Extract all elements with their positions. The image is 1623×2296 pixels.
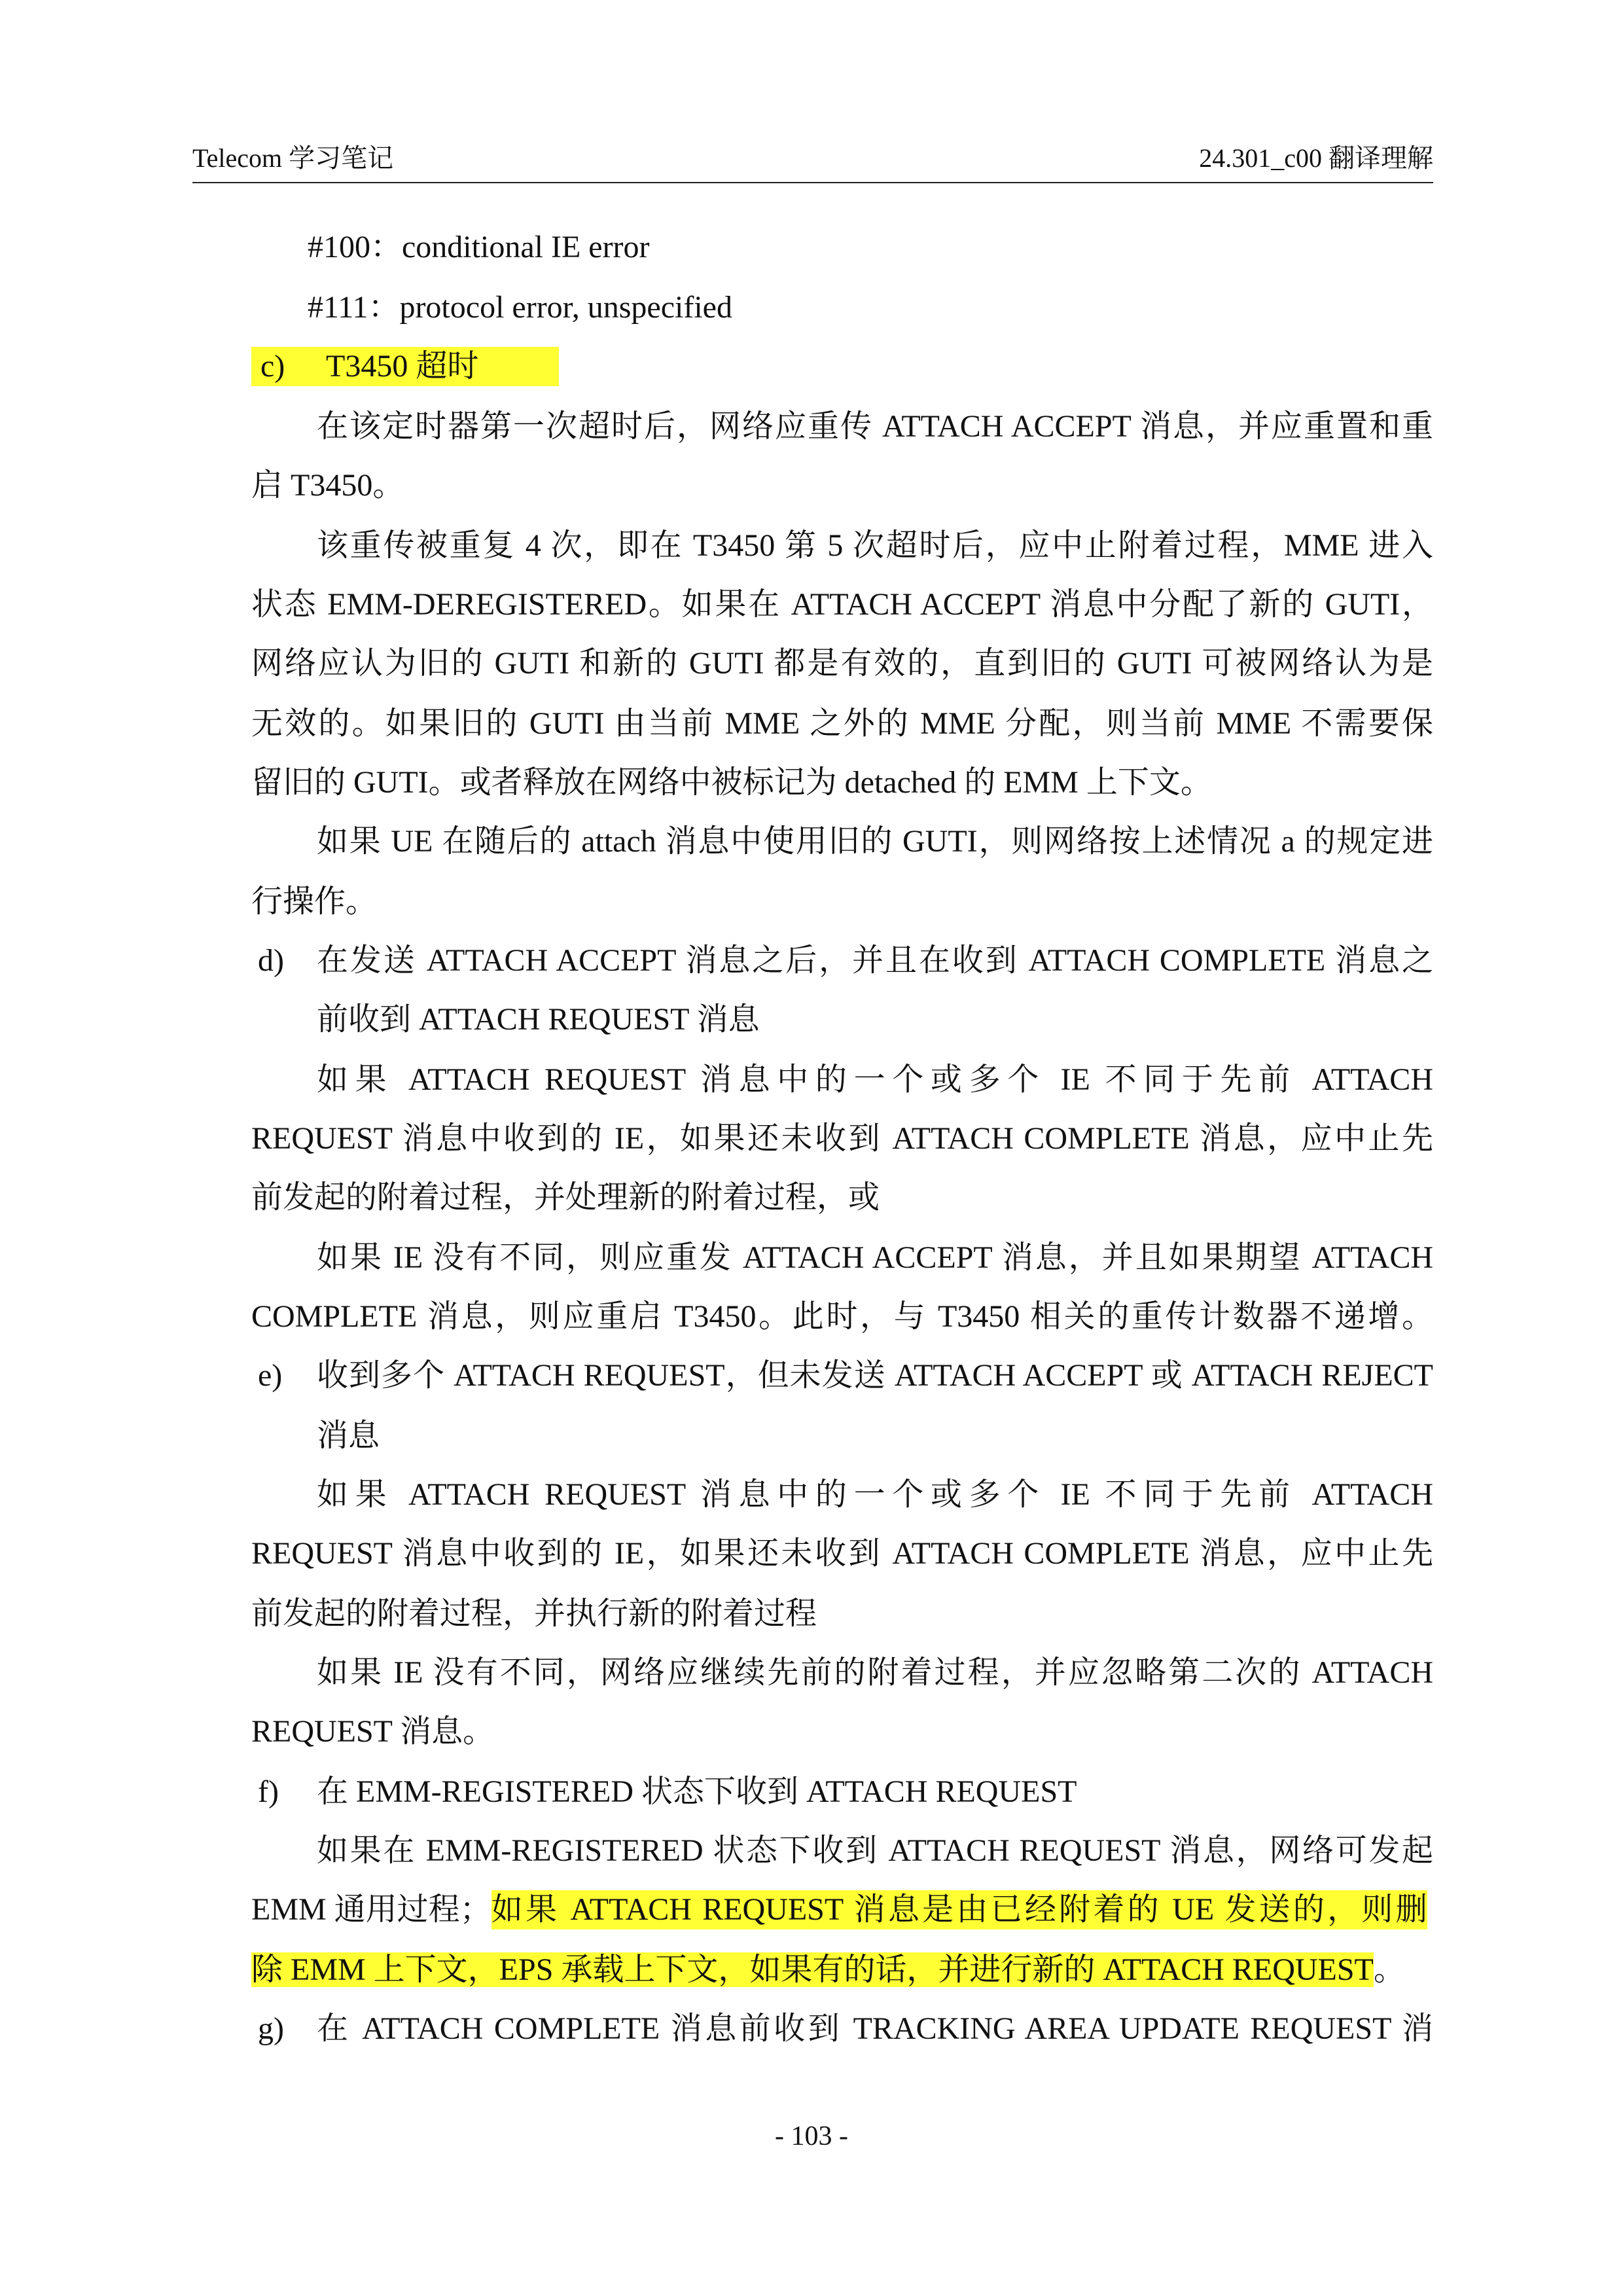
text-line: 行操作。 [251,884,378,919]
text-line: 消息 [317,1418,380,1453]
page-number: - 103 - [775,2121,848,2151]
list-marker-d: d) [258,943,284,978]
text-line: 前收到 ATTACH REQUEST 消息 [317,1002,760,1037]
list-marker-g: g) [258,2011,284,2046]
text-line: 在该定时器第一次超时后，网络应重传 ATTACH ACCEPT 消息，并应重置和重 [317,409,1433,444]
text-line: 如果 IE 没有不同，则应重发 ATTACH ACCEPT 消息，并且如果期望 ATTACH [317,1240,1433,1275]
list-heading: T3450 超时 [326,349,479,384]
highlighted-text: 除 EMM 上下文，EPS 承载上下文，如果有的话，并进行新的 ATTACH REQUEST [251,1952,1374,1987]
text-line: 如果 UE 在随后的 attach 消息中使用旧的 GUTI，则网络按上述情况 a 的规定进 [317,824,1433,859]
text-line: COMPLETE 消息，则应重启 T3450。此时，与 T3450 相关的重传计数器不递增。 [251,1299,1433,1334]
text-line: 该重传被重复 4 次，即在 T3450 第 5 次超时后，应中止附着过程，MME 进入 [317,528,1433,563]
list-heading-e: 收到多个 ATTACH REQUEST，但未发送 ATTACH ACCEPT 或 ATTACH REJECT [317,1358,1433,1393]
text-line: #100：conditional IE error [308,230,650,264]
text-line: 无效的。如果旧的 GUTI 由当前 MME 之外的 MME 分配，则当前 MME 不需要保 [251,706,1433,741]
list-heading-f: 在 EMM-REGISTERED 状态下收到 ATTACH REQUEST [317,1774,1077,1809]
text-line: 如果 ATTACH REQUEST 消息中的一个或多个 IE 不同于先前 ATTACH [317,1062,1433,1097]
list-item-c [251,347,559,386]
text-line: 前发起的附着过程，并处理新的附着过程，或 [251,1180,880,1215]
text-line: 网络应认为旧的 GUTI 和新的 GUTI 都是有效的，直到旧的 GUTI 可被网络认为是 [251,646,1433,681]
text-line: 启 T3450。 [251,468,404,503]
text-line: 如果 ATTACH REQUEST 消息中的一个或多个 IE 不同于先前 ATTACH [317,1477,1433,1512]
list-marker-f: f) [258,1774,279,1809]
text-line: REQUEST 消息。 [251,1714,495,1749]
text-line: 如果 IE 没有不同，网络应继续先前的附着过程，并应忽略第二次的 ATTACH [317,1655,1433,1690]
list-marker: c) [260,349,285,384]
text-line: #111：protocol error, unspecified [308,290,732,325]
text-line: REQUEST 消息中收到的 IE，如果还未收到 ATTACH COMPLETE 消息，应中止先 [251,1121,1433,1156]
plain-text: 。 [1373,1952,1405,1987]
text-line: 状态 EMM-DEREGISTERED。如果在 ATTACH ACCEPT 消息中分配了新的 GUTI， [251,587,1433,622]
header-doc-id: 24.301_c00 翻译理解 [1199,143,1433,173]
page-header [192,136,1433,183]
highlighted-text: 如果 ATTACH REQUEST 消息是由已经附着的 UE 发送的，则删 [491,1890,1427,1929]
list-heading-d: 在发送 ATTACH ACCEPT 消息之后，并且在收到 ATTACH COMPLETE 消息之 [317,943,1433,978]
text-line: REQUEST 消息中收到的 IE，如果还未收到 ATTACH COMPLETE 消息，应中止先 [251,1536,1433,1571]
text-line: 前发起的附着过程，并执行新的附着过程 [251,1596,817,1631]
header-title: Telecom 学习笔记 [192,143,394,173]
list-marker-e: e) [258,1358,283,1393]
text-line: 留旧的 GUTI。或者释放在网络中被标记为 detached 的 EMM 上下文。 [251,765,1212,800]
text-line: 如果在 EMM-REGISTERED 状态下收到 ATTACH REQUEST 消息，网络可发起 [317,1833,1433,1868]
list-heading-g: 在 ATTACH COMPLETE 消息前收到 TRACKING AREA UPDATE REQUEST 消 [317,2011,1433,2046]
text-line-highlighted [251,1950,1405,1990]
plain-text: EMM 通用过程； [251,1892,491,1927]
text-line-highlighted [251,1890,1433,1929]
